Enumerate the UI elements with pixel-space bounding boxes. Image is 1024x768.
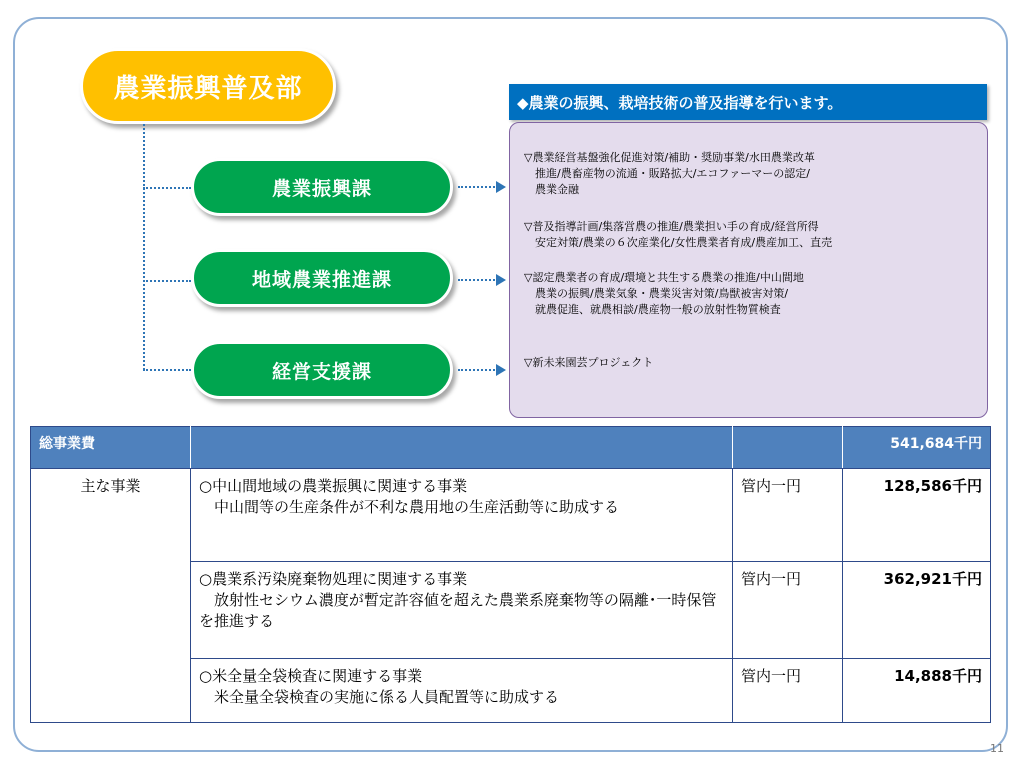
project-amount: 362,921千円 xyxy=(843,562,991,659)
arrow-right-icon xyxy=(458,181,508,193)
project-area: 管内一円 xyxy=(733,469,843,562)
arrow-right-icon xyxy=(458,274,508,286)
total-amount: 541,684千円 xyxy=(843,427,991,469)
arrow-right-icon xyxy=(458,364,508,376)
budget-table xyxy=(30,426,991,723)
project-title: ○米全量全袋検査に関連する事業 xyxy=(199,667,423,685)
project-area: 管内一円 xyxy=(733,659,843,723)
department-box xyxy=(80,48,336,124)
org-connector-3 xyxy=(143,369,191,371)
section-label: 地域農業推進課 xyxy=(251,268,392,291)
project-amount: 14,888千円 xyxy=(843,659,991,723)
org-connector-vertical xyxy=(143,124,145,370)
duties-text-1: ▽農業経営基盤強化促進対策/補助・奨励事業/水田農業改革 推進/農畜産物の流通・販路拡大/エコファーマーの認定/ 農業金融 xyxy=(524,151,815,196)
duties-text-3: ▽認定農業者の育成/環境と共生する農業の推進/中山間地 農業の振興/農業気象・農業災害対策/鳥獣被害対策/ 就農促進、就農相談/農産物一般の放射性物質検査 xyxy=(524,271,804,316)
mission-header: ◆農業の振興、栽培技術の普及指導を行います。 xyxy=(509,84,987,120)
budget-total-row xyxy=(31,427,991,469)
section-box-nogyo-shinko xyxy=(191,158,453,216)
section-box-chiiki-nogyo xyxy=(191,249,453,307)
duties-text-4: ▽新未来園芸プロジェクト xyxy=(524,356,654,369)
section-box-keiei-shien xyxy=(191,341,453,399)
org-connector-1 xyxy=(143,187,191,189)
project-description: 中山間等の生産条件が不利な農用地の生産活動等に助成する xyxy=(199,498,620,516)
department-title: 農業振興普及部 xyxy=(113,73,303,104)
project-description: 放射性セシウム濃度が暫定許容値を超えた農業系廃棄物等の隔離･一時保管を推進する xyxy=(199,591,717,630)
main-projects-label: 主な事業 xyxy=(31,469,191,723)
duties-text-2: ▽普及指導計画/集落営農の推進/農業担い手の育成/経営所得 安定対策/農業の６次産業化/女性農業者育成/農産加工、直売 xyxy=(524,220,833,249)
project-title: ○農業系汚染廃棄物処理に関連する事業 xyxy=(199,570,468,588)
project-area: 管内一円 xyxy=(733,562,843,659)
org-connector-2 xyxy=(143,280,191,282)
project-description: 米全量全袋検査の実施に係る人員配置等に助成する xyxy=(199,688,560,706)
project-title: ○中山間地域の農業振興に関連する事業 xyxy=(199,477,468,495)
project-amount: 128,586千円 xyxy=(843,469,991,562)
section-label: 農業振興課 xyxy=(271,177,372,200)
page-number: 11 xyxy=(990,742,1004,755)
total-label: 総事業費 xyxy=(31,427,191,469)
table-row xyxy=(31,469,991,562)
section-label: 経営支援課 xyxy=(271,360,372,383)
